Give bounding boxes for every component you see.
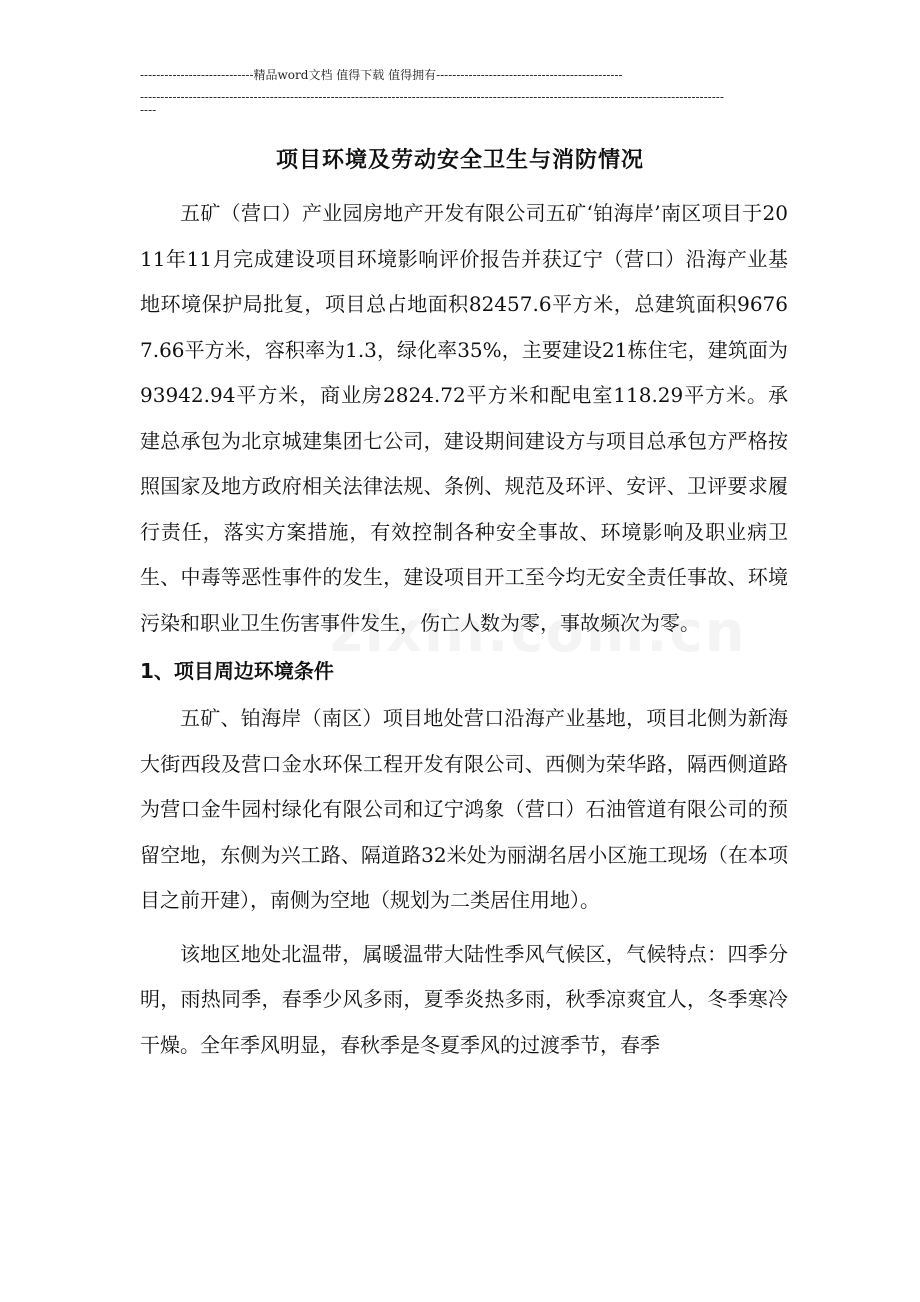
intro-paragraph: 五矿（营口）产业园房地产开发有限公司五矿‘铂海岸’南区项目于2011年11月完成建设项目环境影响评价报告并获辽宁（营口）沿海产业基地环境保护局批复，项目总占地面积82457.6平方米，总建筑面积96767.66平方米，容积率为1.3，绿化率35%，主要建设21栋住宅，建筑面为93942.94平方米，商业房2824.72平方米和配电室118.29平方米。承建总承包为北京城建集团七公司，建设期间建设方与项目总承包方严格按照国家及地方政府相关法律法规、条例、规范及环评、安评、卫评要求履行责任，落实方案措施，有效控制各种安全事故、环境影响及职业病卫生、中毒等恶性事件的发生，建设项目开工至今均无安全责任事故、环境污染和职业卫生伤害事件发生，伤亡人数为零，事故频次为零。 [140, 201, 788, 635]
header-rule: ------------------------------------------------------------------------------------------------------------------------------------------------ [140, 90, 724, 104]
paragraph-gap [140, 924, 788, 932]
document-body [140, 191, 788, 1068]
surroundings-paragraph: 五矿、铂海岸（南区）项目地处营口沿海产业基地，项目北侧为新海大街西段及营口金水环保工程开发有限公司、西侧为荣华路，隔西侧道路为营口金牛园村绿化有限公司和辽宁鸿象（营口）石油管道有限公司的预留空地，东侧为兴工路、隔道路32米处为丽湖名居小区施工现场（在本项目之前开建），南侧为空地（规划为二类居住用地）。 [140, 706, 788, 912]
section-heading: 1、项目周边环境条件 [140, 659, 334, 683]
climate-paragraph: 该地区地处北温带，属暖温带大陆性季风气候区，气候特点：四季分明，雨热同季，春季少风多雨，夏季炎热多雨，秋季凉爽宜人，冬季寒冷干燥。全年季风明显，春秋季是冬夏季风的过渡季节，春季 [140, 941, 788, 1057]
header-banner: ----------------------------精品word文档 值得下载 值得拥有---------------------------------------------- [140, 68, 623, 82]
header-rule-end: ---- [140, 103, 157, 117]
page-title: 项目环境及劳动安全卫生与消防情况 [275, 148, 644, 173]
